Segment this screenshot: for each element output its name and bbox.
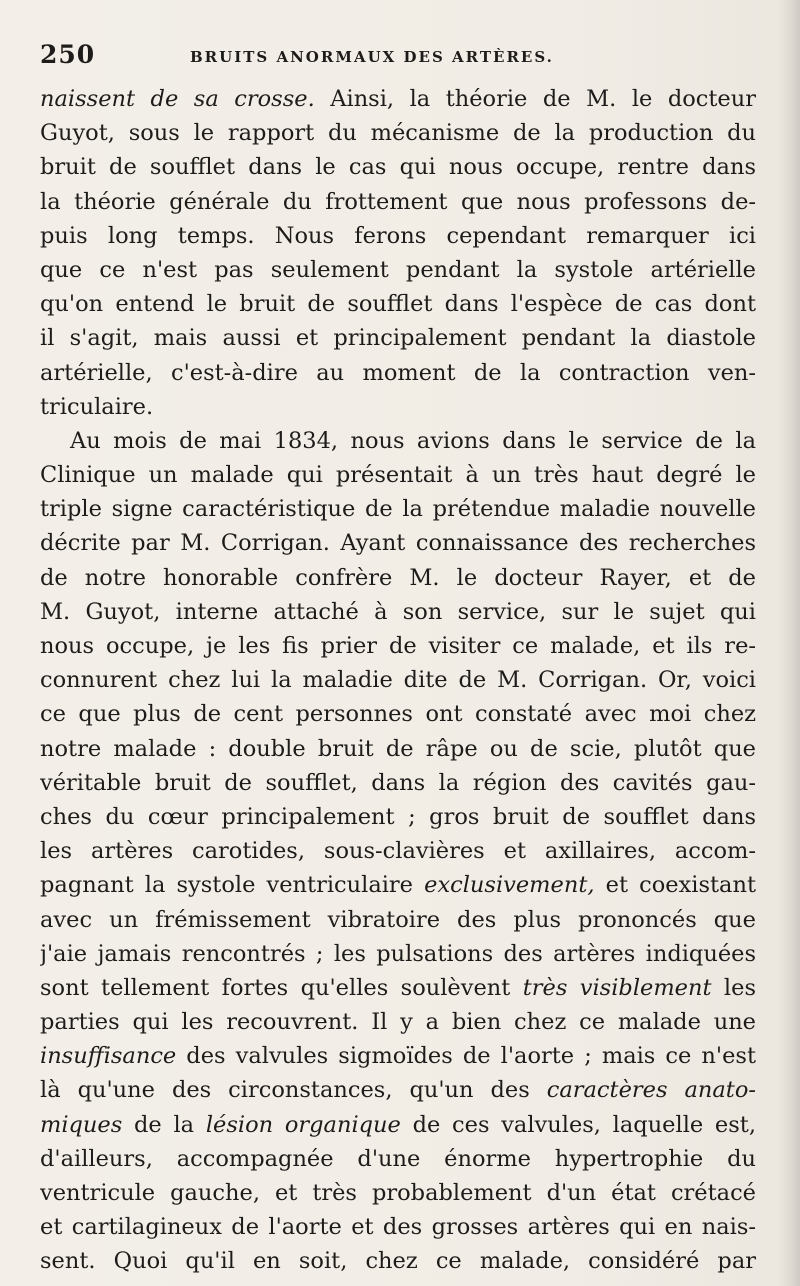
page-edge-shadow — [778, 0, 800, 1286]
text-line: puis long temps. Nous ferons cependant remarquer ici — [40, 222, 756, 249]
text-line: d'ailleurs, accompagnée d'une énorme hypertrophie du — [40, 1145, 756, 1172]
text-line: il s'agit, mais aussi et principalement pendant la diastole — [40, 325, 756, 352]
page-header — [40, 38, 756, 74]
text-line: ches du cœur principalement ; gros bruit de soufflet dans — [40, 803, 756, 830]
text-line: que ce n'est pas seulement pendant la systole artérielle — [40, 256, 756, 283]
text-line: bruit de soufflet dans le cas qui nous occupe, rentre dans — [40, 154, 756, 181]
page-number: 250 — [40, 40, 96, 69]
text-line: parties qui les recouvrent. Il y a bien chez ce malade une — [40, 1009, 756, 1036]
text-line: Guyot, sous le rapport du mécanisme de la production du — [40, 120, 756, 147]
text-line: M. Guyot, interne attaché à son service, sur le sujet qui — [40, 598, 756, 625]
text-line: insuffisance des valvules sigmoïdes de l'aorte ; mais ce n'est — [40, 1043, 756, 1070]
text-line: de notre honorable confrère M. le docteur Rayer, et de — [40, 564, 756, 591]
text-line: qu'on entend le bruit de soufflet dans l'espèce de cas dont — [40, 291, 756, 318]
text-line: avec un frémissement vibratoire des plus prononcés que — [40, 906, 756, 933]
paragraph-start-line: Au mois de mai 1834, nous avions dans le service de la — [70, 427, 756, 454]
text-line: ventricule gauche, et très probablement d'un état crétacé — [40, 1180, 756, 1206]
text-line: et cartilagineux de l'aorte et des grosses artères qui en nais- — [40, 1214, 756, 1241]
text-line: la théorie générale du frottement que nous professons de- — [40, 188, 756, 215]
text-line: triculaire. — [40, 393, 154, 420]
text-line: ce que plus de cent personnes ont constaté avec moi chez — [40, 701, 756, 728]
text-line: naissent de sa crosse. Ainsi, la théorie de M. le docteur — [40, 86, 756, 112]
text-line: triple signe caractéristique de la prétendue maladie nouvelle — [40, 496, 756, 523]
text-line: là qu'une des circonstances, qu'un des caractères anato- — [40, 1077, 756, 1104]
text-line: miques de la lésion organique de ces valvules, laquelle est, — [40, 1111, 756, 1138]
text-line: connurent chez lui la maladie dite de M. Corrigan. Or, voici — [40, 667, 756, 694]
running-title: BRUITS ANORMAUX DES ARTÈRES. — [190, 48, 554, 66]
text-line: nous occupe, je les fis prier de visiter ce malade, et ils re- — [40, 633, 756, 659]
text-line: sent. Quoi qu'il en soit, chez ce malade, considéré par — [40, 1248, 756, 1275]
text-line: les artères carotides, sous-clavières et axillaires, accom- — [40, 838, 756, 865]
text-line: j'aie jamais rencontrés ; les pulsations des artères indiquées — [40, 940, 756, 967]
text-line: Clinique un malade qui présentait à un très haut degré le — [40, 462, 756, 489]
text-line: sont tellement fortes qu'elles soulèvent très visiblement les — [40, 974, 756, 1001]
body-text — [40, 82, 756, 1279]
text-line: pagnant la systole ventriculaire exclusivement, et coexistant — [40, 872, 756, 899]
text-line: véritable bruit de soufflet, dans la région des cavités gau- — [40, 769, 756, 796]
text-line: artérielle, c'est-à-dire au moment de la contraction ven- — [40, 359, 756, 386]
text-line: notre malade : double bruit de râpe ou de scie, plutôt que — [40, 735, 756, 762]
text-line: décrite par M. Corrigan. Ayant connaissance des recherches — [40, 530, 756, 557]
